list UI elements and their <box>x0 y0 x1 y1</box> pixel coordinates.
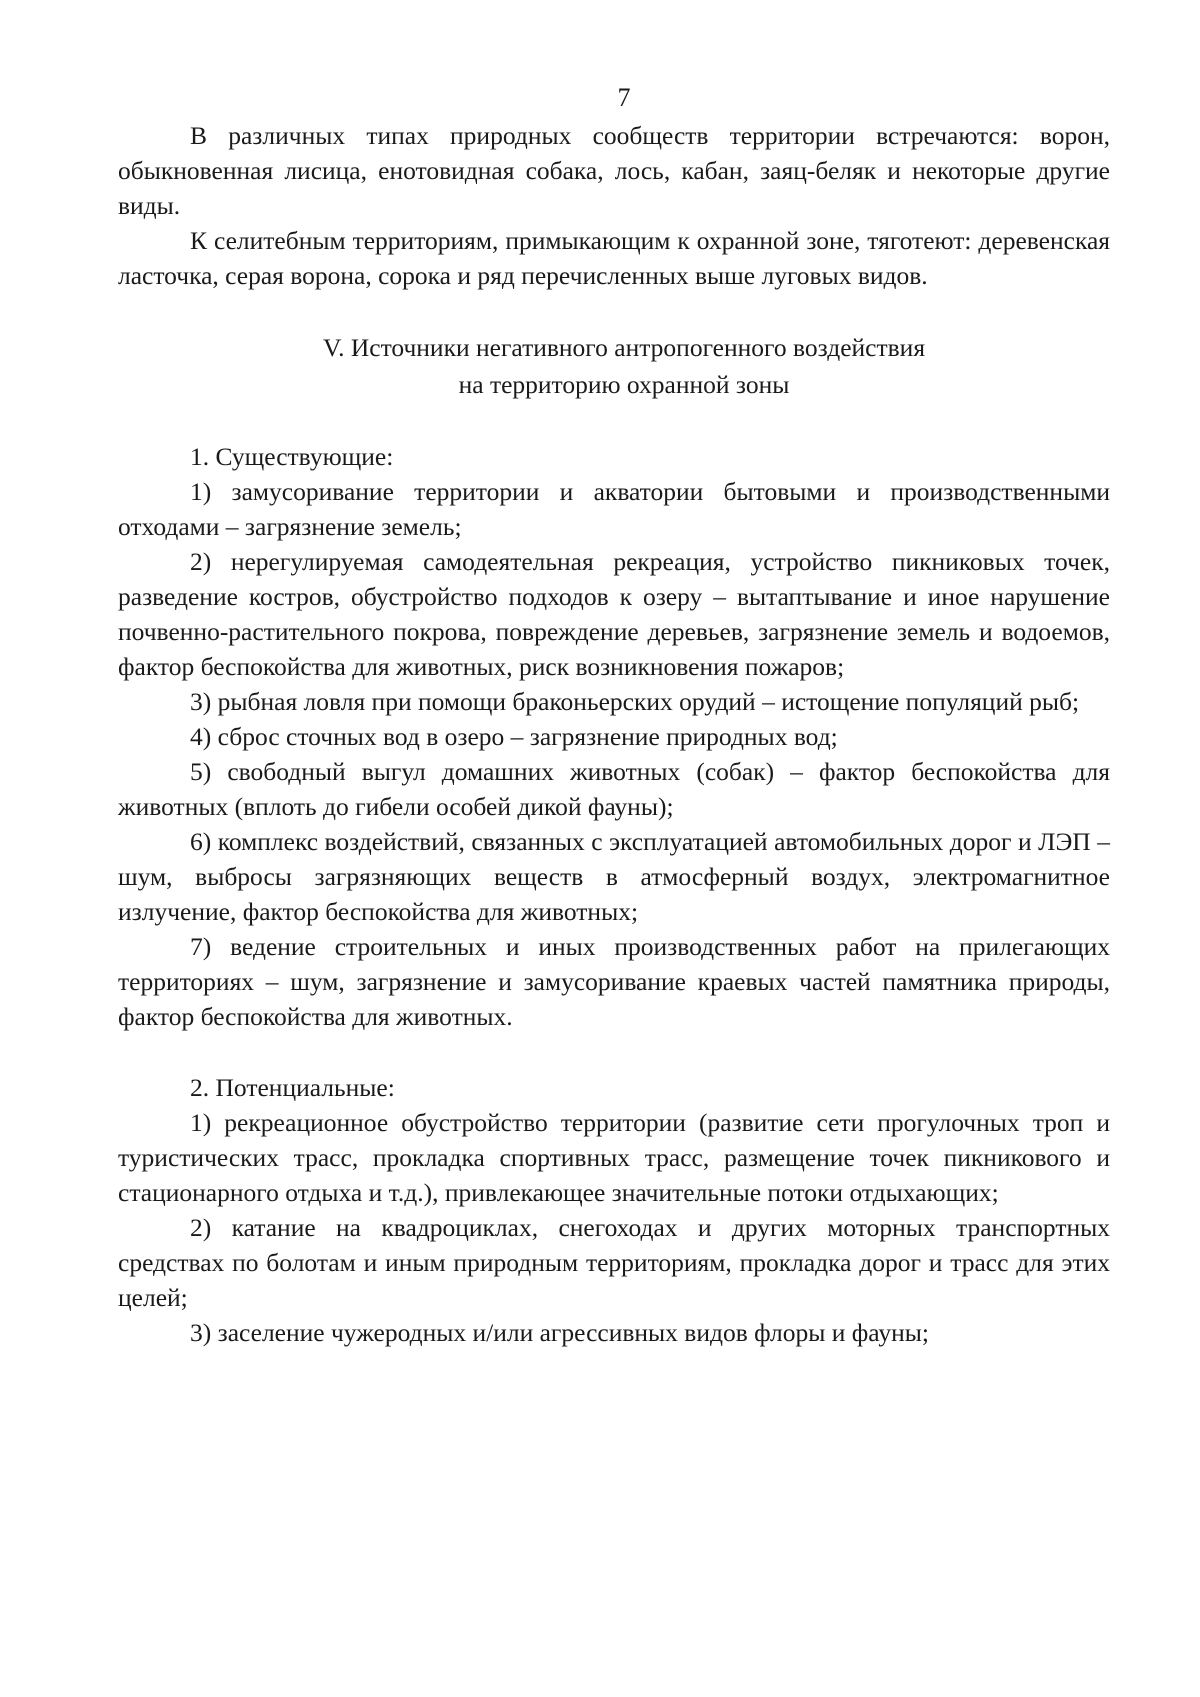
section-gap <box>118 1034 1110 1070</box>
section-heading-line-1: V. Источники негативного антропогенного воздействия <box>322 333 926 362</box>
existing-item-2: 2) нерегулируемая самодеятельная рекреация, устройство пикниковых точек, разведение костров, обустройство подходов к озеру – вытаптывание и иное нарушение почвенно-растительного покрова, повреждение деревьев, загрязнение земель и водоемов, фактор беспокойства для животных, риск возникновения пожаров; <box>118 547 1110 681</box>
potential-sources-title: 2. Потенциальные: <box>190 1073 395 1102</box>
existing-item-7: 7) ведение строительных и иных производственных работ на прилегающих территориях – шум, загрязнение и замусоривание краевых частей памятника природы, фактор беспокойства для животных. <box>118 932 1110 1031</box>
intro-paragraph-fauna: В различных типах природных сообществ территории встречаются: ворон, обыкновенная лисица, енотовидная собака, лось, кабан, заяц-беляк и некоторые другие виды. <box>118 121 1110 220</box>
potential-item-2: 2) катание на квадроциклах, снегоходах и других моторных транспортных средствах по болотам и иным природным территориям, прокладка дорог и трасс для этих целей; <box>118 1213 1110 1312</box>
existing-sources-title: 1. Существующие: <box>190 442 394 471</box>
section-heading-line-2: на территорию охранной зоны <box>458 370 790 399</box>
section-heading <box>118 329 1110 403</box>
existing-item-6: 6) комплекс воздействий, связанных с эксплуатацией автомобильных дорог и ЛЭП – шум, выбросы загрязняющих веществ в атмосферный воздух, электромагнитное излучение, фактор беспокойства для животных; <box>118 827 1110 926</box>
existing-item-3: 3) рыбная ловля при помощи браконьерских орудий – истощение популяций рыб; <box>190 687 1080 716</box>
intro-paragraph-settlement: К селитебным территориям, примыкающим к охранной зоне, тяготеют: деревенская ласточка, серая ворона, сорока и ряд перечисленных выше луговых видов. <box>118 226 1110 290</box>
page-number: 7 <box>617 83 631 112</box>
potential-item-1: 1) рекреационное обустройство территории (развитие сети прогулочных троп и туристических трасс, прокладка спортивных трасс, размещение точек пикникового и стационарного отдыха и т.д.), привлекающее значительные потоки отдыхающих; <box>118 1108 1110 1207</box>
existing-item-4: 4) сброс сточных вод в озеро – загрязнение природных вод; <box>190 722 838 751</box>
existing-item-5: 5) свободный выгул домашних животных (собак) – фактор беспокойства для животных (вплоть до гибели особей дикой фауны); <box>118 757 1110 821</box>
document-page <box>118 78 1110 1350</box>
potential-item-3: 3) заселение чужеродных и/или агрессивных видов флоры и фауны; <box>190 1318 929 1347</box>
existing-item-1: 1) замусоривание территории и акватории бытовыми и производственными отходами – загрязнение земель; <box>118 477 1110 541</box>
